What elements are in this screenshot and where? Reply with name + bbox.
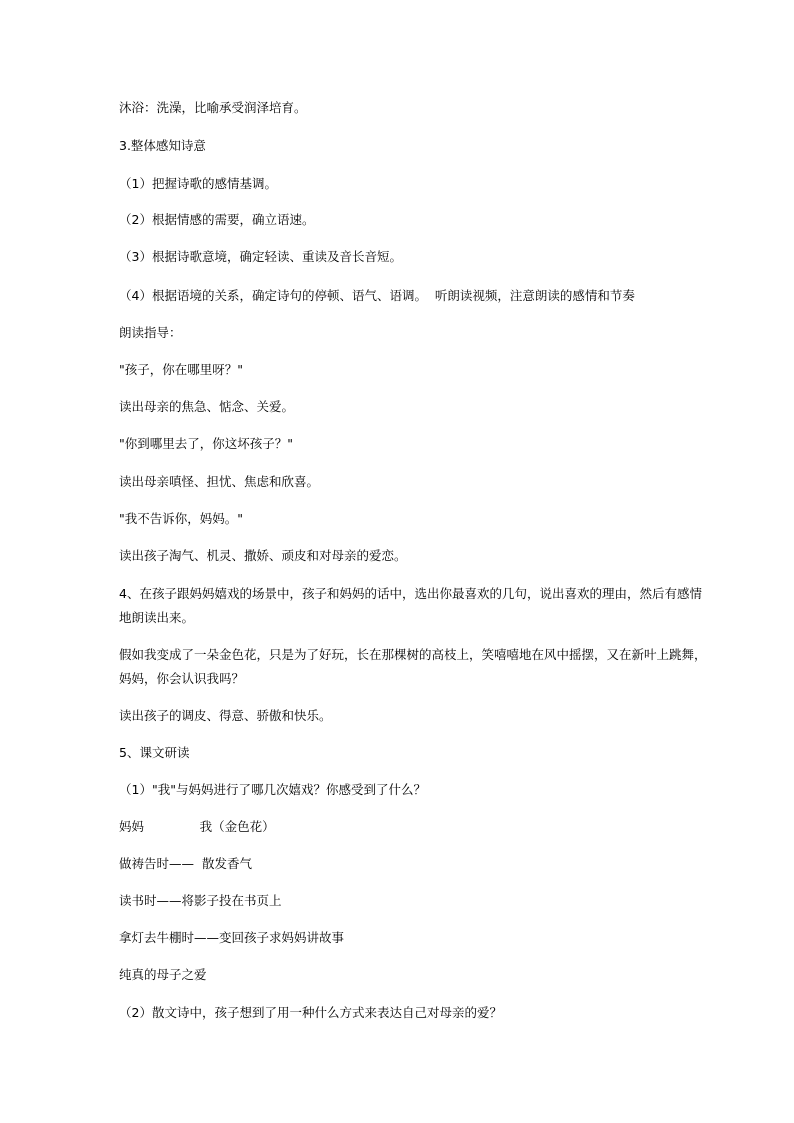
text-line: "孩子，你在哪里呀？" <box>119 362 243 377</box>
text-line: 读书时——将影子投在书页上 <box>119 893 282 908</box>
text-line: （2）散文诗中，孩子想到了用一种什么方式来表达自己对母亲的爱？ <box>119 1005 502 1020</box>
text-line: （1）"我"与妈妈进行了哪几次嬉戏？你感受到了什么？ <box>119 782 426 797</box>
section-heading: 5、课文研读 <box>119 745 190 760</box>
text-line: 朗读指导： <box>119 325 182 340</box>
text-line: "我不告诉你，妈妈。" <box>119 511 243 526</box>
text-line: 读出孩子的调皮、得意、骄傲和快乐。 <box>119 708 332 723</box>
text-line: 做祷告时—— 散发香气 <box>119 856 252 871</box>
text-line: 拿灯去牛棚时——变回孩子求妈妈讲故事 <box>119 930 345 945</box>
text-line: 妈妈 我（金色花） <box>119 819 275 834</box>
text-line: 地朗读出来。 <box>119 610 195 625</box>
text-line: 纯真的母子之爱 <box>119 967 207 982</box>
text-line: 读出孩子淘气、机灵、撒娇、顽皮和对母亲的爱恋。 <box>119 548 407 563</box>
text-line: 读出母亲的焦急、惦念、关爱。 <box>119 399 295 414</box>
text-line: 读出母亲嗔怪、担忧、焦虑和欣喜。 <box>119 474 320 489</box>
text-line: （1）把握诗歌的感情基调。 <box>119 176 277 191</box>
text-line: （3）根据诗歌意境，确定轻读、重读及音长音短。 <box>119 249 402 264</box>
text-line: 假如我变成了一朵金色花，只是为了好玩，长在那棵树的高枝上，笑嘻嘻地在风中摇摆，又在新叶上跳舞， <box>119 647 707 662</box>
text-line: "你到哪里去了，你这坏孩子？" <box>119 436 293 451</box>
section-heading: 3.整体感知诗意 <box>119 138 206 153</box>
text-line: （2）根据情感的需要，确立语速。 <box>119 212 315 227</box>
text-line: 沐浴：洗澡，比喻承受润泽培育。 <box>119 100 307 115</box>
text-line: （4）根据语境的关系，确定诗句的停顿、语气、语调。 听朗读视频，注意朗读的感情和节奏 <box>119 288 635 303</box>
section-heading: 4、在孩子跟妈妈嬉戏的场景中，孩子和妈妈的话中，选出你最喜欢的几句，说出喜欢的理由，然后有感情 <box>119 586 702 601</box>
text-line: 妈妈，你会认识我吗？ <box>119 671 245 686</box>
